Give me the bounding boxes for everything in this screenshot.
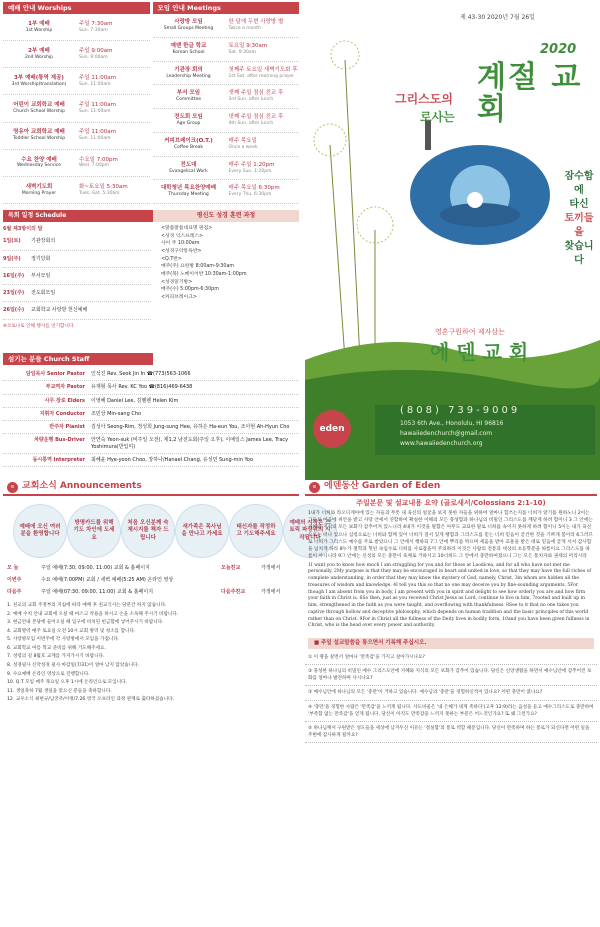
announcement-icon: 새가족은 목사님을 만나고 가세요 xyxy=(175,504,229,558)
program-line: 사이 주 10:00am xyxy=(161,241,200,247)
worship-row-name: 영유아 교회학교 예배 xyxy=(13,129,65,136)
meeting-header: 모임 안내 Meetings xyxy=(153,2,300,14)
staff-role: 차량운행 Bus-Driver xyxy=(34,437,85,444)
staff-row xyxy=(3,368,299,381)
worship-row-time-en: Sun. 7:30am xyxy=(79,27,108,33)
cover-church-name: 에 덴 교 회 xyxy=(430,340,529,364)
staff-name: 유재형 목사 Rev. KC Yoo ☎(816)469-6438 xyxy=(91,384,193,391)
announcement-icon-item xyxy=(13,504,67,558)
meeting-row-time-ko: 첫째주 토요일 새벽기도회 후 xyxy=(228,66,298,73)
service-row xyxy=(3,586,299,598)
worship-row-time-ko: 주일 11:00am xyxy=(79,129,116,136)
worship-row-time-ko: 수요일 7:00pm xyxy=(79,156,118,163)
staff-list xyxy=(3,368,299,467)
worship-row-name: 새벽기도회 xyxy=(25,183,53,190)
worship-row-eng: 2nd Worship xyxy=(24,54,54,60)
program-title: 평신도 성경 훈련 과정 xyxy=(153,210,299,222)
meeting-row xyxy=(153,157,300,181)
schedule-item xyxy=(3,285,151,302)
worship-row-label xyxy=(3,21,75,34)
meeting-row-time xyxy=(225,43,300,56)
cover-panel xyxy=(305,0,600,480)
cover-website[interactable]: www.hawaiiedenchurch.org xyxy=(400,440,483,447)
fellowship-value xyxy=(261,576,295,584)
worship-row-time-ko: 주일 9:00am xyxy=(79,47,113,54)
worship-row-time-en: Sun. 11:00am xyxy=(79,136,111,142)
worship-row-eng: Church School Worship xyxy=(13,109,65,115)
schedule-section xyxy=(3,210,299,329)
schedule-month: 6월 제3방이의 달 xyxy=(3,226,43,232)
worship-row-name: 수요 찬양 예배 xyxy=(21,156,57,163)
announcement-icon-item xyxy=(229,504,283,558)
notice-item: 9. 수요예배 온라인 영상으로 진행합니다. xyxy=(7,671,90,677)
worship-row xyxy=(3,68,150,95)
meeting-row-name: 전도대 xyxy=(180,161,197,168)
program-list xyxy=(155,225,299,329)
meeting-row-label xyxy=(153,67,225,80)
meeting-row-label xyxy=(153,185,225,198)
fellowship-key: 다음주친교 xyxy=(221,589,246,595)
meeting-row xyxy=(153,62,300,86)
schedule-item xyxy=(3,268,151,285)
staff-row xyxy=(3,395,299,408)
worship-header: 예배 안내 Worships xyxy=(3,2,150,14)
program-line: <성경구약통독반> xyxy=(161,249,202,255)
service-value: 주일 예배(7:30, 09:00, 11:00) 교회 & 홈페이지 xyxy=(41,565,150,571)
meeting-row-label xyxy=(153,138,225,151)
motto-line-4: 찾습니다 xyxy=(564,241,594,266)
eden-logo-icon: e xyxy=(309,482,320,493)
meeting-row-time-ko: 넷째 주일 점심 친교 후 xyxy=(228,114,284,121)
cover-motto xyxy=(560,170,598,268)
notice-item: 8. 성경필사 신약성경 필사 마감일(7/31)이 얼마 남지 않았습니다. xyxy=(7,663,140,669)
meeting-row-time xyxy=(225,90,300,103)
garden-header xyxy=(305,480,597,496)
meeting-row-time-ko: 한 달에 두번 사랑방 별 xyxy=(228,19,284,26)
meeting-row-eng: Coffee Break xyxy=(174,144,203,150)
service-key: 오 늘 xyxy=(7,565,19,571)
meeting-row-time-en: Every Thu. 6:30pm xyxy=(228,192,272,198)
notice-item: 6. 교회학교 여름 학교 준비를 위해 기도해주세요. xyxy=(7,645,106,651)
announcement-icon: 방명카드를 위해 기도 차인에 도세요 xyxy=(67,504,121,558)
question-item: ① 이 땅을 살면서 얼마나 '만족감'을 가지고 살아가시나요? xyxy=(305,651,597,665)
service-value: 수요 예배(7:00PM) 교회 / 새벽 예배(5:25 AM) 온라인 영상 xyxy=(41,577,174,583)
worship-row-eng: Wednesday Service xyxy=(16,163,62,169)
meeting-row xyxy=(153,133,300,157)
question-item: ③ 예수님안에 하나님의 모든 '충만'이 거하고 있습니다. 예수님의 '충만'을 경험하신적이 있나요? 어떤 충만이 였나요? xyxy=(305,686,597,700)
worship-row-label xyxy=(3,157,75,170)
service-row xyxy=(3,562,299,574)
schedule-text: 전도회모임 xyxy=(31,290,56,296)
announcement-icon: 예배의 시작은 스토릭 파장위의 시작됩니다 xyxy=(283,504,337,558)
announcement-icon-item xyxy=(67,504,121,558)
meeting-row-time-ko: 매주 주일 1:20pm xyxy=(228,161,275,168)
staff-name: 조민상 Min-sang Cho xyxy=(91,410,142,417)
meeting-row-time-en: 3rd Sun. after lunch xyxy=(228,97,274,103)
staff-name: 이영혜 Daniel Lee, 김헬렌 Helen Kim xyxy=(91,397,179,404)
cover-phone: (808) 739-9009 xyxy=(400,405,521,416)
meeting-row-name: 사랑방 모임 xyxy=(174,19,203,26)
question-item: ⑤ 하나님께서 구원받은 성도들을 세상에 남겨두신 이유는 '결실함'의 통로 역할 때문입니다. 당신이 만족하며 하는 통로가 되신다면 어떤 일을 주변에 감사하게 될까요? xyxy=(305,722,597,743)
meeting-row-name: 부서 모임 xyxy=(176,90,201,97)
worship-row-eng: 1st Worship xyxy=(25,27,53,33)
worship-meeting-table xyxy=(3,14,299,204)
worship-row-name: 2부 예배 xyxy=(28,47,50,54)
worship-row-time xyxy=(75,102,150,115)
meeting-row-label xyxy=(153,19,225,32)
meeting-row-time-ko: 토요일 9:30am xyxy=(228,42,268,49)
meeting-row-time-ko: 매주 목요일 6:30pm xyxy=(228,185,280,192)
worship-row-time-ko: 화~토요일 5:30am xyxy=(79,183,128,190)
worship-row xyxy=(3,123,150,150)
service-rows xyxy=(3,562,299,598)
worship-row-label xyxy=(3,129,75,142)
notice-item: 11. 생일축하 7월 생일을 맞으신 분들을 축하합니다. xyxy=(7,688,112,694)
scripture-english: 1I want you to know how much I am struggling for you and for those at Laodicea, and for all who have not met me personally. 2My purpose is that they may be encouraged in heart and united in love, so that they may have the full riches of complete understanding, in order that they may know the mystery of God, namely, Christ, 3in whom are hidden all the treasures of wisdom and knowledge. 4I tell you this so that no one may deceive you by fine-sounding arguments. 5For though I am absent from you in body, I am present with you in spirit and delight to see how orderly you are and how firm your faith in Christ is. 6So then, just as you received Christ Jesus as Lord, continue to live in him, 7rooted and built up in him, strengthened in the faith as you were taught, and overflowing with thankfulness. 8See to it that no one takes you captive through hollow and deceptive philosophy, which depends on human tradition and the basic principles of this world rather than on Christ. 9For in Christ all the fullness of the Deity lives in bodily form, 10and you have been given fullness in Christ, who is the head over every power and authority. xyxy=(308,562,592,629)
announcement-icon-item xyxy=(121,504,175,558)
worship-row-time xyxy=(75,129,150,142)
schedule-date: 9일(주) xyxy=(3,255,21,262)
question-item: ② 풍성한 하나님의 비밀인 예수 그리스도안에 지혜와 지식의 모든 보화가 감추어 있습니다. 당신은 신앙생활을 하면서 예수님안에 감추어진 보화를 얼마나 발견하며 사시나요? xyxy=(305,665,597,686)
meeting-row-eng: Small Groups Meeting xyxy=(163,26,214,31)
worship-row-time-en: Tues.-Sat. 5:30am xyxy=(79,190,120,196)
worship-row-time-en: Wed. 7:00pm xyxy=(79,163,110,169)
fellowship-value: 가정에서 xyxy=(261,589,281,595)
schedule-text: 기관장회의 xyxy=(31,238,56,245)
cover-pre2: 로사는 xyxy=(420,110,455,124)
worship-row-name: 어린이 교회학교 예배 xyxy=(13,102,65,109)
meeting-row xyxy=(153,14,300,38)
meeting-row-name: 전도회 모임 xyxy=(174,114,203,121)
announcements-section xyxy=(3,480,331,705)
meeting-row-time-en: 1st Sat. after morning prayer xyxy=(228,73,295,79)
worship-row-label xyxy=(3,102,75,115)
staff-role: 담임목사 Senior Pastor xyxy=(25,371,85,377)
worship-column xyxy=(3,14,150,204)
schedule-text: 교회학교 사랑방 헌신예배 xyxy=(31,307,88,314)
meeting-row-eng: Leadership Meeting xyxy=(166,73,211,79)
meeting-row xyxy=(153,180,300,204)
staff-row xyxy=(3,408,299,421)
fellowship-key xyxy=(221,576,261,584)
worship-row-time xyxy=(75,75,150,88)
meeting-row-time xyxy=(225,114,300,127)
meeting-row-name: 기관장 회의 xyxy=(174,66,203,73)
motto-line-3: 토끼들을 xyxy=(564,213,594,238)
garden-section xyxy=(305,480,597,743)
announcement-icon: 예배에 오신 여러분을 환영합니다 xyxy=(13,504,67,558)
cover-title: 계절 교회 xyxy=(477,60,583,127)
service-value: 주일 예배(07:30, 09:00, 11:00) 교회 & 홈페이지 xyxy=(41,589,154,595)
sermon-title: 주일본문 및 설교내용 요약 (골로새서/Colossians 2:1-10) xyxy=(356,499,546,507)
worship-row-time xyxy=(75,21,150,34)
meeting-row-time-ko: 매주 목요일 xyxy=(228,137,257,144)
notice-item: 2. 예배 수칙 안내 교회에 오실 때 마스크 착용을 하시고 손을 소독해 주시기 바랍니다. xyxy=(7,611,179,617)
program-line: <말씀말씀대표명 편집> xyxy=(161,226,213,231)
fellowship-value: 가정에서 xyxy=(261,565,281,571)
meeting-row-time-en: Once a week xyxy=(228,144,258,150)
worship-row-time-ko: 주일 11:00am xyxy=(79,75,116,82)
schedule-list xyxy=(3,225,151,329)
worship-row xyxy=(3,150,150,177)
announcements-title: 교회소식 Announcements xyxy=(22,481,142,492)
worship-row-name: 3부 예배(통역 제공) xyxy=(14,75,64,82)
announcements-header xyxy=(3,480,299,496)
worship-row-time-en: Sun. 9:00am xyxy=(79,54,108,60)
notice-item: 10. Q.T 모임 매주 목요일 오후 1시에 온라인으로 모입니다. xyxy=(7,680,128,686)
program-line: 매주(목) 노메이어반 10:30am-1:00pm xyxy=(161,272,247,278)
worship-row-eng: 3rd Worship(translation) xyxy=(11,81,67,87)
eden-logo-icon: e xyxy=(7,482,18,493)
program-line: <성경 익스프레스> xyxy=(161,233,204,239)
worship-row-time xyxy=(75,48,150,61)
meeting-row-eng: Thursday Meeting xyxy=(168,192,209,198)
questions-header: ■ 주일 설교말씀을 통으면서 기록해 주십시오. xyxy=(308,638,594,649)
motto-line-2: 타신 xyxy=(569,199,589,210)
scripture-korean: 1내가 너희와 라오디게아에 있는 자들과 무릇 내 육신의 얼굴을 보지 못한 자들을 위하여 얼마나 힘쓰는지를 너희가 알기를 원하노니 2이는 그들로 마음에 위안을 받고 사랑 안에서 연합하여 확실한 이해의 모든 풍성함과 하나님의 비밀인 그리스도를 깨닫게 하려 함이니 3 그 안에는 지혜와 지식의 모든 보화가 감추어져 있느니라 4내가 이것을 말함은 아무도 교묘한 말로 너희를 속이지 못하게 하려 함이니 5이는 내가 육신으로는 떠나 있으나 심령으로는 너희와 함께 있어 너희가 질서 있게 행함과 그리스도를 믿는 너희 믿음이 굳건한 것을 기쁘게 봄이라 6그러므로 너희가 그리스도 예수를 주로 받았으니 그 안에서 행하되 7그 안에 뿌리를 박으며 세움을 받아 교훈을 받은 대로 믿음에 굳게 서서 감사함을 넘치게 하라 8누가 철학과 헛된 속임수로 너희를 사로잡을까 주의하라 이것은 사람의 전통과 세상의 초등학문을 따름이요 그리스도를 따름이 아니니라 9그 안에는 신성의 모든 충만이 육체로 거하시고 10너희도 그 안에서 충만하여졌으니 그는 모든 통치자와 권세의 머리시라 xyxy=(308,510,593,560)
fellowship-key: 오늘친교 xyxy=(221,565,241,571)
staff-row xyxy=(3,381,299,394)
notice-list xyxy=(3,598,299,704)
meeting-row-time xyxy=(225,138,300,151)
cover-year: 2020 xyxy=(540,42,577,57)
meeting-row-time xyxy=(225,19,300,32)
eden-logo-icon: eden xyxy=(313,410,351,448)
meeting-row xyxy=(153,109,300,133)
worship-row-label xyxy=(3,48,75,61)
meeting-row-time-en: Every Sun. 1:20pm xyxy=(228,168,272,174)
staff-name: 인석진 Rev. Seok Jin In ☎(773)563-1066 xyxy=(91,371,191,377)
meeting-row-eng: Age Group xyxy=(176,121,201,126)
announcement-icons xyxy=(3,496,331,562)
cover-address: 1053 6th Ave., Honolulu, HI 96816 xyxy=(400,420,504,427)
notice-item: 4. 교회방역 매주 토요일 오전 10시 교회 방역 및 청소를 합니다. xyxy=(7,628,136,634)
staff-role: 부교역자 Pastor xyxy=(45,384,85,391)
staff-role: 사무 장로 Elders xyxy=(44,397,85,404)
cover-subtitle: 영혼구원하여 제자삼는 xyxy=(435,328,505,336)
meeting-row-time-ko: 셋째 주일 점심 친교 후 xyxy=(228,90,284,97)
schedule-title: 목회 일정 Schedule xyxy=(3,210,153,222)
announcement-icon: 태신자를 작정하고 기도해주세요 xyxy=(229,504,283,558)
meeting-row-time-en: Sat. 9:30am xyxy=(228,49,256,55)
worship-row xyxy=(3,14,150,41)
worship-row xyxy=(3,177,150,204)
worship-row-time xyxy=(75,157,150,170)
schedule-item xyxy=(3,302,151,319)
worship-row xyxy=(3,41,150,68)
question-list xyxy=(305,651,597,743)
worship-row-eng: Morning Prayer xyxy=(21,190,57,196)
schedule-text: 정기당회 xyxy=(31,255,51,262)
staff-role: 반주자 Pianist xyxy=(49,424,85,430)
notice-item: 5. 사랑방모임 이번주에 각 사랑방에서 모임을 가집니다. xyxy=(7,637,120,643)
service-key: 다음주 xyxy=(7,589,22,595)
issue-line: 제 43-30 2020년 7월 26일 xyxy=(460,14,535,21)
schedule-item xyxy=(3,233,151,250)
notice-item: 3. 현금안내 본당에 들어오실 때 입구에 비치된 헌금함에 넣어주시기 바랍니다. xyxy=(7,620,164,626)
worship-row-time-ko: 주일 7:30am xyxy=(79,20,113,27)
top-headers xyxy=(3,2,299,14)
staff-name: 김성아 Seong-Rim, 정성희 Jung-sung Hee, 유하은 Ha-eun You, 조아현 Ah-Hyun Cho xyxy=(91,424,290,430)
program-line: <커피브레이크> xyxy=(161,295,197,301)
notice-item: 1. 친교의 교회 주정부의 지침에 따라 예배 후 친교식사는 당분간 하지 않습니다. xyxy=(7,603,167,608)
staff-row xyxy=(3,421,299,434)
meeting-row-name: 대학청년 목요찬양예배 xyxy=(160,185,217,192)
notice-item: 7. 성령의 길 8월호 교재를 가져가시기 바랍니다. xyxy=(7,654,105,660)
worship-row-time xyxy=(75,184,150,197)
cover-pre1: 그리스도의 xyxy=(395,92,453,106)
meeting-row xyxy=(153,85,300,109)
schedule-note: ※코로나로 인해 행사를 연기합니다. xyxy=(3,323,75,329)
meeting-row-time-en: 4th Sun. after lunch xyxy=(228,121,274,126)
cover-email[interactable]: hawaiiedenchurch@gmail.com xyxy=(400,430,493,437)
worship-row-time-ko: 주일 11:00am xyxy=(79,102,116,109)
schedule-date: 1일(토) xyxy=(3,238,21,245)
program-line: <Q.T반> xyxy=(161,256,182,262)
schedule-date: 26일(수) xyxy=(3,307,25,314)
meeting-row-time xyxy=(225,67,300,80)
meeting-row-name: 예덴 한글 학교 xyxy=(170,42,207,49)
worship-row xyxy=(3,95,150,122)
service-key: 이번주 xyxy=(7,577,22,583)
notice-item: 12. 교우소식 최현규/남궁주/이정/7.26.영국 오프라인 과정 관계로 출타하셨습니다. xyxy=(7,697,174,703)
staff-row xyxy=(3,454,299,467)
meeting-row-time-en: Twice a month xyxy=(228,26,261,31)
service-row xyxy=(3,574,299,586)
motto-line-1: 잠수함에 xyxy=(564,171,594,196)
staff-name: 최혜윤 Hye-yoon Choo, 장하나/Hanael Chang, 유성민 Sung-min Yoo xyxy=(91,456,254,463)
meeting-row-label xyxy=(153,43,225,56)
worship-row-label xyxy=(3,75,75,88)
announcement-icon-item xyxy=(175,504,229,558)
meeting-row-time xyxy=(225,162,300,175)
question-item: ④ '충만'을 경험한 사람은 '만족감'을 느끼게 됩니다. 사도바울은 '내 은혜가 네게 족하다'(고후 12:9)라는 음성을 듣고 예수그리스도로 충만하여 '부족함 없는 만족감'을 얻게 됩니다. 당신이 아직도 만족감을 느끼지 못하는 부분은 어느것인가요? 또 왜 그런가요? xyxy=(305,701,597,722)
staff-role: 동시통역 Interpreter xyxy=(32,456,85,463)
program-line: <성경읽기방> xyxy=(161,279,193,285)
staff-row xyxy=(3,434,299,454)
schedule-date: 16일(주) xyxy=(3,272,25,279)
meeting-row-label xyxy=(153,114,225,127)
schedule-date: 23일(주) xyxy=(3,290,25,296)
staff-header: 섬기는 분들 Church Staff xyxy=(3,353,153,365)
meeting-row-eng: Korean School xyxy=(172,49,205,55)
meeting-row-label xyxy=(153,162,225,175)
schedule-item xyxy=(3,251,151,268)
meeting-row-eng: Evangelical Work xyxy=(169,168,208,174)
meeting-row xyxy=(153,38,300,62)
meeting-column xyxy=(153,14,300,204)
staff-role: 지휘자 Conductor xyxy=(39,410,85,417)
meeting-row-time xyxy=(225,185,300,198)
meeting-row-name: 커피브레이크(O.T.) xyxy=(164,137,213,144)
staff-header-wrap xyxy=(3,353,299,365)
schedule-text: 부서모임 xyxy=(31,272,51,279)
meeting-row-label xyxy=(153,90,225,103)
worship-row-time-en: Sun. 11:00am xyxy=(79,109,111,115)
worship-row-time-en: Sun. 11:00am xyxy=(79,81,111,87)
meeting-row-eng: Committee xyxy=(176,97,201,103)
staff-name: 안연숙 Yeon-suk (비주일 오전), 제1,2 남전도회(주일 오후), 이예일스 James Lee, Tracy Yoshimura(반입미) xyxy=(91,437,289,450)
garden-title: 에덴동산 Garden of Eden xyxy=(324,481,441,492)
worship-row-eng: Toddler School Worship xyxy=(12,136,66,142)
program-line: 매주(수) 5:00pm-6:30pm xyxy=(161,287,219,293)
program-line: 매주(주) 요한방 8:00am-9:30am xyxy=(161,264,235,270)
announcement-icon: 처음 오신분께 숙제시지를 책자 드립니다 xyxy=(121,504,175,558)
worship-row-label xyxy=(3,184,75,197)
worship-row-name: 1부 예배 xyxy=(28,20,50,27)
